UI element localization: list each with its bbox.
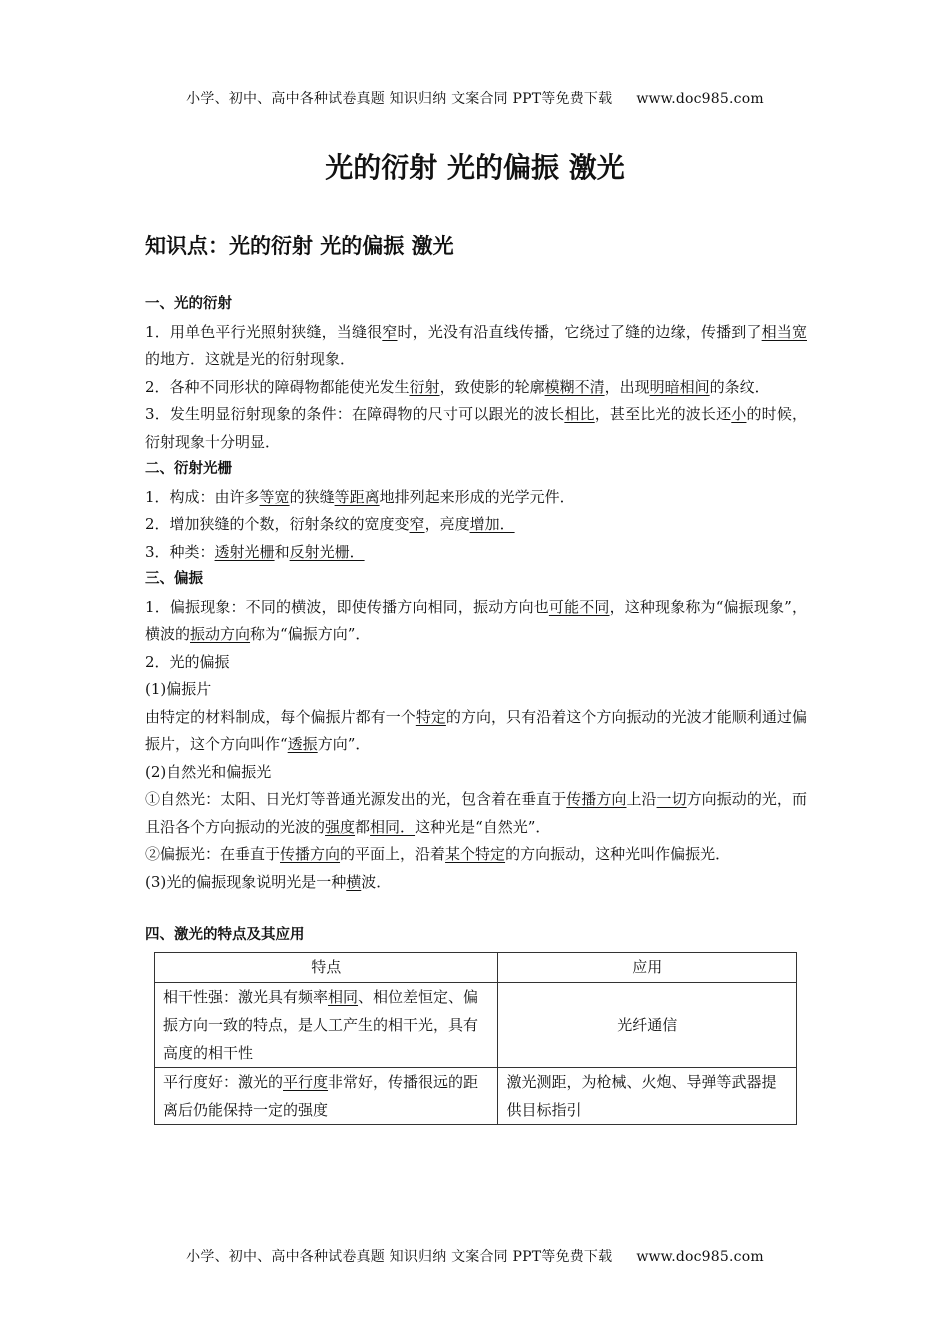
- section-heading: 一、光的衍射: [145, 296, 232, 312]
- footer-text: 小学、初中、高中各种试卷真题 知识归纳 文案合同 PPT等免费下载: [186, 1249, 613, 1265]
- header-url[interactable]: www.doc985.com: [636, 91, 764, 107]
- blank-answer: 相同．: [370, 817, 416, 836]
- paragraph: 3．发生明显衍射现象的条件：在障碍物的尺寸可以跟光的波长相比，甚至比光的波长还小的时候，衍射现象十分明显．: [145, 405, 807, 451]
- paragraph: ①自然光：太阳、日光灯等普通光源发出的光，包含着在垂直于传播方向上沿一切方向振动的光，而且沿各个方向振动的光波的强度都相同．这种光是“自然光”．: [145, 790, 807, 836]
- blank-answer: 强度: [325, 817, 356, 836]
- blank-answer: 等距离: [334, 487, 380, 506]
- blank-answer: 明暗相间: [649, 377, 710, 396]
- paragraph: 2．各种不同形状的障碍物都能使光发生衍射，致使影的轮廓模糊不清，出现明暗相间的条纹．: [145, 377, 770, 396]
- blank-answer: 相比: [564, 405, 595, 423]
- blank-answer: 振动方向: [190, 625, 251, 643]
- application-cell: 光纤通信: [498, 982, 797, 1067]
- blank-answer: 相同: [328, 987, 359, 1006]
- page-header: [0, 88, 950, 108]
- column-header-feature: 特点: [155, 952, 498, 982]
- section-heading: 二、衍射光栅: [145, 461, 232, 477]
- blank-answer: 窄: [382, 322, 398, 341]
- footer-url[interactable]: www.doc985.com: [636, 1249, 764, 1265]
- blank-answer: 模糊不清: [544, 377, 605, 396]
- blank-answer: 等宽: [259, 487, 290, 506]
- paragraph: (2)自然光和偏振光: [145, 762, 272, 781]
- blank-answer: 透射光栅: [214, 542, 275, 561]
- blank-answer: 一切: [656, 790, 687, 808]
- paragraph: 1．用单色平行光照射狭缝，当缝很窄时，光没有沿直线传播，它绕过了缝的边缘，传播到了相当宽的地方．这就是光的衍射现象．: [145, 322, 807, 368]
- paragraph: ②偏振光：在垂直于传播方向的平面上，沿着某个特定的方向振动，这种光叫作偏振光．: [145, 845, 731, 863]
- blank-answer: 相当宽: [761, 322, 807, 341]
- column-header-application: 应用: [498, 952, 797, 982]
- blank-answer: 特定: [415, 707, 446, 726]
- blank-answer: 增加．: [469, 515, 515, 533]
- feature-cell: 相干性强：激光具有频率相同、相位差恒定、偏振方向一致的特点，是人工产生的相干光，具有高度的相干性: [155, 982, 498, 1067]
- paragraph: 2．光的偏振: [145, 652, 230, 671]
- paragraph: 2．增加狭缝的个数，衍射条纹的宽度变窄，亮度增加．: [145, 515, 515, 533]
- blank-answer: 某个特定: [445, 845, 506, 863]
- blank-answer: 反射光栅．: [289, 542, 365, 561]
- paragraph: 3．种类：透射光栅和反射光栅．: [145, 542, 365, 561]
- blank-answer: 可能不同: [548, 597, 610, 616]
- blank-answer: 衍射: [409, 377, 440, 396]
- table-row: [155, 982, 797, 1067]
- blank-answer: 窄: [409, 515, 425, 533]
- blank-answer: 横: [346, 872, 362, 891]
- blank-answer: 平行度: [283, 1072, 329, 1091]
- laser-table: [154, 952, 797, 1125]
- table-header-row: [155, 952, 797, 982]
- paragraph: 1．偏振现象：不同的横波，即使传播方向相同，振动方向也可能不同，这种现象称为“偏振现象”，横波的振动方向称为“偏振方向”．: [145, 597, 807, 643]
- page-footer: [0, 1246, 950, 1266]
- feature-cell: 平行度好：激光的平行度非常好，传播很远的距离后仍能保持一定的强度: [155, 1067, 498, 1124]
- section-heading: 三、偏振: [145, 571, 203, 587]
- page-title: 光的衍射 光的偏振 激光: [325, 151, 625, 184]
- blank-answer: 透振: [287, 735, 318, 753]
- section-heading: 四、激光的特点及其应用: [145, 927, 305, 943]
- blank-answer: 传播方向: [280, 845, 341, 863]
- blank-answer: 小: [731, 405, 747, 423]
- knowledge-heading: 知识点：光的衍射 光的偏振 激光: [145, 234, 454, 258]
- application-cell: 激光测距，为枪械、火炮、导弹等武器提供目标指引: [498, 1067, 797, 1124]
- paragraph: (3)光的偏振现象说明光是一种横波．: [145, 872, 392, 891]
- document-body: [145, 291, 807, 1125]
- paragraph: 1．构成：由许多等宽的狭缝等距离地排列起来形成的光学元件．: [145, 487, 575, 506]
- paragraph: 由特定的材料制成，每个偏振片都有一个特定的方向，只有沿着这个方向振动的光波才能顺利通过偏振片，这个方向叫作“透振方向”．: [145, 707, 807, 753]
- table-row: [155, 1067, 797, 1124]
- blank-answer: 传播方向: [566, 790, 627, 808]
- paragraph: (1)偏振片: [145, 680, 212, 698]
- header-text: 小学、初中、高中各种试卷真题 知识归纳 文案合同 PPT等免费下载: [186, 91, 613, 107]
